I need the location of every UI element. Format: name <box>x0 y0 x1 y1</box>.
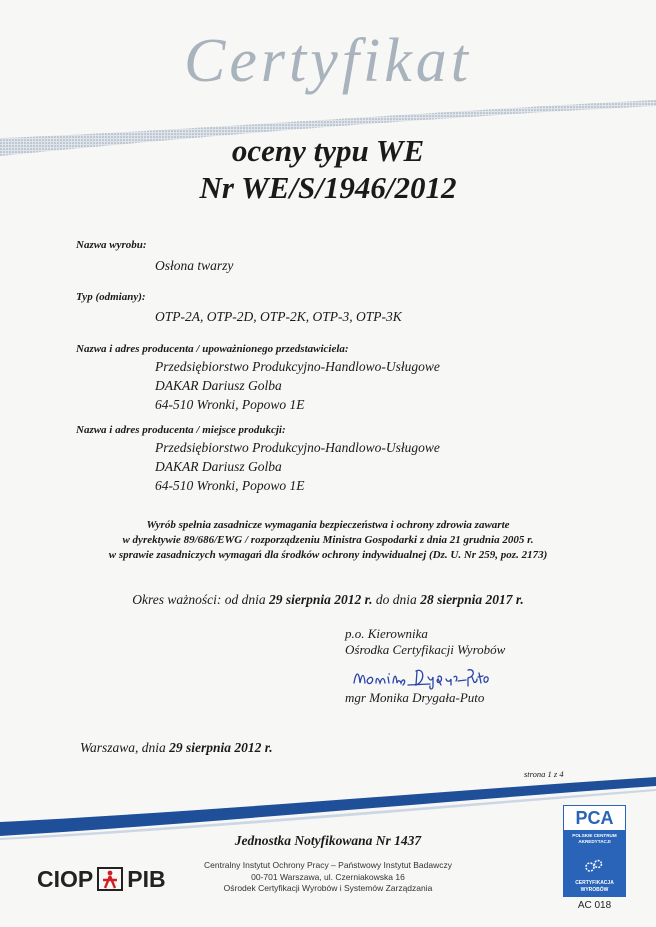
decorative-blue-band <box>0 772 656 842</box>
pib-logo-text: PIB <box>127 865 166 892</box>
certificate-number: Nr WE/S/1946/2012 <box>199 170 457 205</box>
validity-prefix: Okres ważności: od dnia <box>132 592 270 607</box>
ciop-person-icon <box>97 867 123 891</box>
pca-scope <box>563 880 626 893</box>
signatory-line: Ośrodka Certyfikacji Wyrobów <box>345 642 506 657</box>
field-label-product-name: Nazwa wyrobu: <box>76 239 147 251</box>
compliance-statement <box>0 518 656 563</box>
notified-body: Jednostka Notyfikowana Nr 1437 <box>234 833 422 848</box>
statement-line: w dyrektywie 89/686/EWG / rozporządzeniu Ministra Gospodarki z dnia 21 grudnia 2005 r. <box>122 534 534 546</box>
field-value-type: OTP-2A, OTP-2D, OTP-2K, OTP-3, OTP-3K <box>155 309 402 324</box>
pca-accreditation-badge <box>563 805 626 897</box>
signatory-title <box>345 626 505 658</box>
address-line: 64-510 Wronki, Popowo 1E <box>155 478 305 493</box>
ciop-logo-text: CIOP <box>37 865 94 892</box>
statement-line: Wyrób spełnia zasadnicze wymagania bezpieczeństwa i ochrony zdrowia zawarte <box>146 519 510 531</box>
field-value-product-name: Osłona twarzy <box>155 258 234 273</box>
address-line: Przedsiębiorstwo Produkcyjno-Handlowo-Usługowe <box>155 440 440 455</box>
field-label-producer-representative: Nazwa i adres producenta / upoważnionego przedstawiciela: <box>76 343 349 355</box>
signatory-line: p.o. Kierownika <box>345 626 428 641</box>
institute-line: Centralny Instytut Ochrony Pracy – Państwowy Instytut Badawczy <box>203 860 453 870</box>
address-line: 64-510 Wronki, Popowo 1E <box>155 397 305 412</box>
pca-subtitle-line: AKREDYTACJI <box>578 839 611 844</box>
accreditation-code: AC 018 <box>577 900 612 911</box>
signatory-name: mgr Monika Drygała-Puto <box>345 690 485 705</box>
address-line: DAKAR Dariusz Golba <box>155 378 282 393</box>
pca-scope-line: CERTYFIKACJA <box>575 880 614 886</box>
institute-line: 00-701 Warszawa, ul. Czerniakowska 16 <box>251 871 405 882</box>
validity-middle: do dnia <box>372 592 421 607</box>
field-value-producer-representative <box>155 357 440 414</box>
validity-from: 29 sierpnia 2012 r. <box>269 592 373 607</box>
address-line: Przedsiębiorstwo Produkcyjno-Handlowo-Usługowe <box>155 359 440 374</box>
pca-subtitle <box>563 833 626 845</box>
field-label-type: Typ (odmiany): <box>76 291 146 303</box>
issue-date: 29 sierpnia 2012 r. <box>169 740 273 755</box>
address-line: DAKAR Dariusz Golba <box>155 459 282 474</box>
pca-logo: PCA <box>563 805 626 831</box>
pca-subtitle-line: POLSKIE CENTRUM <box>572 833 617 838</box>
ciop-pib-logo <box>37 865 166 893</box>
field-label-producer-production-site: Nazwa i adres producenta / miejsce produkcji: <box>76 424 286 436</box>
handwritten-signature <box>350 665 500 691</box>
validity-to: 28 sierpnia 2017 r. <box>420 592 524 607</box>
place-and-date <box>80 740 273 756</box>
certificate-subtitle: oceny typu WE <box>231 133 425 168</box>
place-prefix: Warszawa, dnia <box>80 740 170 755</box>
pca-scope-line: WYROBÓW <box>580 886 609 893</box>
gears-icon <box>583 857 605 875</box>
institute-line: Ośrodek Certyfikacji Wyrobów i Systemów Zarządzania <box>223 883 433 893</box>
validity-period <box>0 592 656 608</box>
statement-line: w sprawie zasadniczych wymagań dla środków ochrony indywidualnej (Dz. U. Nr 259, poz. 2173) <box>108 549 548 561</box>
certificate-title: Certyfikat <box>184 27 472 95</box>
page-number: strona 1 z 4 <box>524 769 564 779</box>
field-value-producer-production-site <box>155 438 440 495</box>
